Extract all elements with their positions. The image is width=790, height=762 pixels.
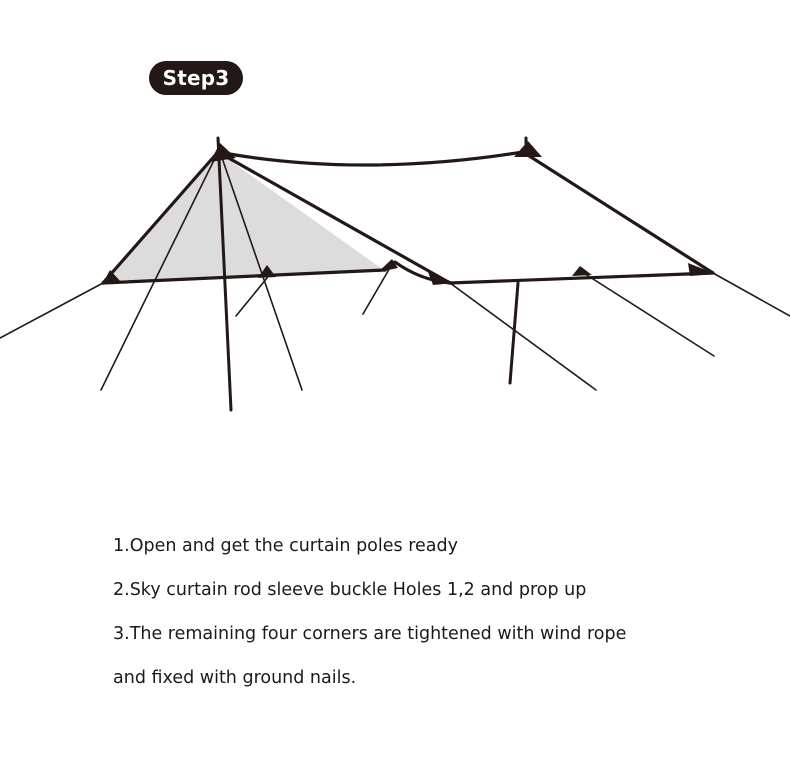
canopy-edge-right <box>523 152 713 273</box>
instruction-line-3: 3.The remaining four corners are tightened with wind rope <box>113 624 627 644</box>
rope-left-outer <box>0 283 103 338</box>
shaded-panel <box>103 152 385 283</box>
pole-front-right <box>510 283 518 383</box>
rope-center-diagonal <box>450 283 596 390</box>
instruction-line-2: 2.Sky curtain rod sleeve buckle Holes 1,2 and prop up <box>113 580 587 600</box>
rope-right-outer <box>713 273 790 316</box>
instruction-line-4: and fixed with ground nails. <box>113 668 357 688</box>
instruction-list <box>113 535 753 711</box>
instruction-line-1: 1.Open and get the curtain poles ready <box>113 536 458 556</box>
rope-right-mid <box>582 272 714 356</box>
canopy-edge-back <box>218 152 523 165</box>
corner-patch-right-edge-mid <box>572 266 592 276</box>
corner-patch-top-right <box>514 141 542 157</box>
rope-front-right-small <box>363 266 391 314</box>
rope-front-mid <box>236 278 267 316</box>
step-badge: Step3 <box>149 61 243 95</box>
